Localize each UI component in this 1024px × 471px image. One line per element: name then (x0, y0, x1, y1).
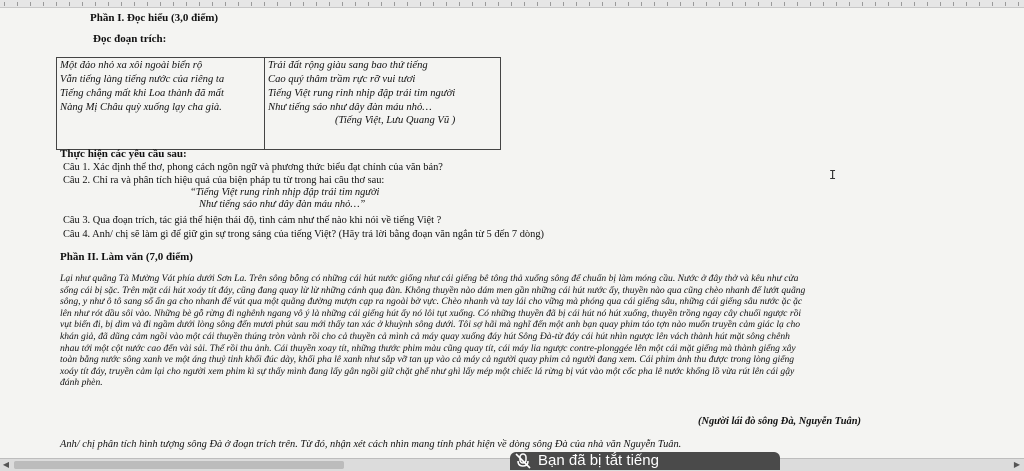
ruler-tick (4, 2, 5, 6)
ruler-tick (654, 2, 655, 6)
ruler-tick (199, 2, 200, 6)
ruler-tick (1005, 2, 1006, 6)
ruler-tick (823, 2, 824, 6)
scroll-left-icon[interactable]: ◀ (2, 460, 10, 469)
question-2-quote-1: “Tiếng Việt rung rinh nhịp đập trái tim người (190, 187, 380, 198)
question-1: Câu 1. Xác định thể thơ, phong cách ngôn ngữ và phương thức biểu đạt chính của văn bản? (63, 162, 443, 173)
ruler-tick (290, 2, 291, 6)
prose-line: Lại như quãng Tà Mường Vát phía dưới Sơn La. Trên sông bỗng có những cái hút nước giống như cái giếng bê tông thả xuống sông để chuẩn bị làm móng cầu. Nước ở đây thở và kêu như cửa (60, 273, 799, 284)
ruler-tick (173, 2, 174, 6)
ruler-tick (511, 2, 512, 6)
ruler-tick (563, 2, 564, 6)
prose-line: toàn bằng nước sông xanh ve một áng thuỷ tinh khối đúc dày, khối pha lê xanh như sắp vỡ tan ụp vào cả máy cả người quay phim cả người đang xem. Cái phim ảnh thu được trong lòng giếng (60, 354, 795, 366)
ruler-tick (134, 2, 135, 6)
prose-line: sống cái bị sặc. Trên mặt cái hút xoáy tít đáy, cũng đang quay lừ lừ những cánh quạ đàn. Không thuyền nào dám men gần những cái hút nước ấy, thuyền nào qua cũng chèo nhanh để lướt quãng (60, 284, 806, 296)
excerpt-heading: Đọc đoạn trích: (93, 33, 167, 45)
ruler-tick (537, 2, 538, 6)
ruler-tick (940, 2, 941, 6)
ruler-tick (927, 2, 928, 6)
ruler-tick (277, 2, 278, 6)
ruler-tick (186, 2, 187, 6)
toast-text: Bạn đã bị tắt tiếng (538, 452, 659, 469)
ruler-tick (758, 2, 759, 6)
ruler-tick (680, 2, 681, 6)
ruler-tick (602, 2, 603, 6)
ruler-tick (615, 2, 616, 6)
ruler-tick (901, 2, 902, 6)
ruler-tick (706, 2, 707, 6)
ruler-tick (498, 2, 499, 6)
text-cursor-icon: I (829, 168, 837, 182)
mute-notification (510, 452, 780, 470)
poem-line: Như tiếng sáo như dây đàn máu nhỏ… (268, 102, 432, 113)
ruler-tick (407, 2, 408, 6)
ruler-tick (875, 2, 876, 6)
ruler-tick (745, 2, 746, 6)
part1-heading: Phần I. Đọc hiểu (3,0 điểm) (90, 12, 219, 24)
scroll-right-icon[interactable]: ▶ (1013, 460, 1021, 469)
ruler-tick (1018, 2, 1019, 6)
ruler-tick (394, 2, 395, 6)
ruler-tick (238, 2, 239, 6)
poem-line: Tiếng chẳng mất khi Loa thành đã mất (60, 88, 224, 99)
ruler-tick (95, 2, 96, 6)
part2-heading: Phần II. Làm văn (7,0 điểm) (60, 251, 193, 263)
ruler-tick (576, 2, 577, 6)
prose-line: lên như rót dầu sôi vào. Những bè gỗ rừng đi nghênh ngang vô ý là những cái giếng hút ấy nó lôi tụt xuống. Có những thuyền đã bị cái hút nó hút xuống, thuyền trồng ngay cây chuối ngược rồi (60, 307, 802, 319)
ruler-tick (225, 2, 226, 6)
ruler-tick (264, 2, 265, 6)
ruler-tick (329, 2, 330, 6)
question-2-quote-2: Như tiếng sáo như dây đàn máu nhỏ…” (199, 199, 366, 210)
ruler-tick (914, 2, 915, 6)
poem-line: Nàng Mị Châu quỳ xuống lạy cha già. (60, 102, 222, 113)
prose-author: (Người lái đò sông Đà, Nguyễn Tuân) (698, 416, 861, 427)
ruler-tick (719, 2, 720, 6)
ruler-tick (30, 2, 31, 6)
ruler-tick (888, 2, 889, 6)
ruler-tick (641, 2, 642, 6)
prose-excerpt (60, 273, 892, 389)
ruler-tick (420, 2, 421, 6)
ruler-tick (303, 2, 304, 6)
ruler-tick (446, 2, 447, 6)
poem-line: Trải đất rộng giàu sang bao thứ tiếng (268, 60, 428, 71)
requirements-heading: Thực hiện các yêu cầu sau: (60, 148, 187, 160)
ruler-tick (212, 2, 213, 6)
ruler-tick (862, 2, 863, 6)
ruler-tick (550, 2, 551, 6)
ruler-tick (771, 2, 772, 6)
poem-line: Một đảo nhỏ xa xôi ngoài biển rộ (60, 60, 203, 71)
prose-line: nhau tới một cột nước cao đến vài sải. Thế rồi thu ảnh. Cái thuyền xoay tít, những thước phim màu cũng quay tít, cái máy lia ngược contre-plonggée lên một cái mặt giếng mà thành giếng xây (60, 342, 796, 354)
ruler-tick (108, 2, 109, 6)
ruler-tick (953, 2, 954, 6)
poem-left-column (60, 59, 224, 115)
ruler-tick (524, 2, 525, 6)
ruler-tick (810, 2, 811, 6)
ruler-tick (459, 2, 460, 6)
prose-line: xoáy tít đáy, truyền cảm lại cho người xem phim kì sự thấy mình đang lấy gân ngồi giữ chặt ghế như ghì lấy mép một chiếc lá rừng bị vút vào một cốc pha lê nước khổng lồ vừa rút lên cái gậy (60, 365, 795, 377)
ruler-tick (121, 2, 122, 6)
poem-line: Vẫn tiếng làng tiếng nước của riêng ta (60, 74, 225, 85)
poem-author: (Tiếng Việt, Lưu Quang Vũ ) (335, 115, 456, 126)
poem-right-column (268, 59, 455, 115)
prose-line: khán giả, đã dũng cảm ngồi vào một cái thuyền thúng tròn vành rồi cho cả thuyền cả mình cả máy quay xuống đáy hút Sông Đà-từ đáy cái hút nhìn ngược lên vách thành hút mặt sông chênh (60, 330, 790, 342)
ruler-tick (784, 2, 785, 6)
table-divider (264, 58, 265, 149)
ruler-tick (17, 2, 18, 6)
ruler-tick (381, 2, 382, 6)
ruler-tick (485, 2, 486, 6)
ruler-tick (693, 2, 694, 6)
ruler-tick (82, 2, 83, 6)
ruler-tick (368, 2, 369, 6)
poem-line: Cao quý thâm trầm rực rỡ vui tươi (268, 74, 416, 85)
ruler-tick (251, 2, 252, 6)
ruler-tick (342, 2, 343, 6)
ruler-tick (667, 2, 668, 6)
ruler-tick (472, 2, 473, 6)
ruler-tick (628, 2, 629, 6)
question-2: Câu 2. Chỉ ra và phân tích hiệu quả của biện pháp tu từ trong hai câu thơ sau: (63, 175, 385, 186)
ruler-tick (147, 2, 148, 6)
ruler-tick (56, 2, 57, 6)
question-3: Câu 3. Qua đoạn trích, tác giả thể hiện thái độ, tình cảm như thế nào khi nói về tiếng Việt ? (63, 215, 442, 226)
scrollbar-thumb[interactable] (14, 461, 344, 469)
ruler-tick (160, 2, 161, 6)
essay-task: Anh/ chị phân tích hình tượng sông Đà ở đoạn trích trên. Từ đó, nhận xét cách nhìn mang tính phát hiện về dòng sông Đà của nhà văn Nguyễn Tuân. (60, 439, 682, 450)
prose-line: đánh phèn. (60, 377, 103, 389)
ruler-tick (797, 2, 798, 6)
ruler-tick (966, 2, 967, 6)
ruler-tick (433, 2, 434, 6)
ruler-tick (992, 2, 993, 6)
ruler-tick (732, 2, 733, 6)
microphone-muted-icon (514, 452, 532, 470)
ruler-tick (979, 2, 980, 6)
ruler-tick (589, 2, 590, 6)
ruler-tick (836, 2, 837, 6)
prose-line: sông, y như ô tô sang số ấn ga cho nhanh để vút qua một quãng đường mượn cạp ra ngoài bờ vực. Chèo nhanh và tay lái cho vững mà phóng qua cái giếng sâu, những cái giếng sâu nước ặc ặc (60, 296, 803, 308)
poem-line: Tiếng Việt rung rinh nhịp đập trái tim người (268, 88, 456, 99)
ruler-tick (355, 2, 356, 6)
ruler-tick (43, 2, 44, 6)
document-page (0, 7, 1024, 458)
question-4: Câu 4. Anh/ chị sẽ làm gì để giữ gìn sự trong sáng của tiếng Việt? (Hãy trả lời bằng đoạn văn ngắn từ 5 đến 7 dòng) (63, 229, 544, 240)
ruler-tick (849, 2, 850, 6)
prose-line: vụt biến đi, bị dìm và đi ngầm dưới lòng sông đến mươi phút sau mới thấy tan xác ở khuỳnh sông dưới. Tôi sợ hãi mà nghĩ đến một anh bạn quay phim táo tợn nào muốn truyền cảm giác lạ cho (60, 319, 801, 331)
ruler-tick (69, 2, 70, 6)
ruler-tick (316, 2, 317, 6)
